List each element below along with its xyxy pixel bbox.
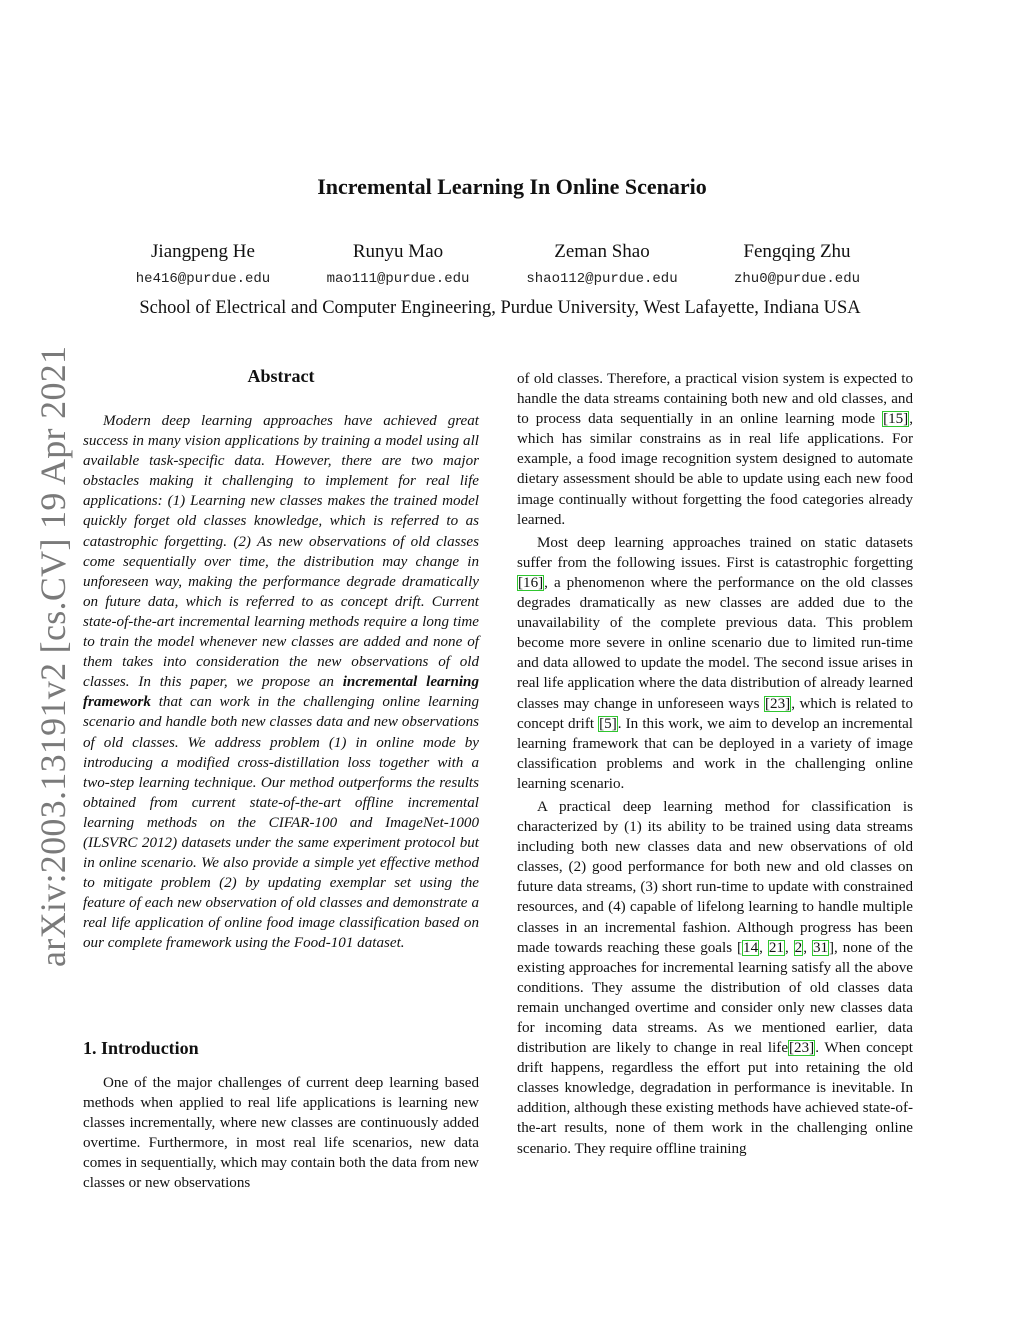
citation-link[interactable]: 21 <box>768 939 784 956</box>
citation-link[interactable]: [15] <box>883 411 909 428</box>
text-run: , <box>759 939 768 956</box>
author-name: Zeman Shao <box>554 241 650 262</box>
citation-link[interactable]: 31 <box>812 939 829 956</box>
text-run: , which has similar constrains as in real life applications. For example, a food image recognition system designed to automate dietary assessment should be able to update using each new food image continually without forgetting the food categories already learned. <box>517 411 913 528</box>
abstract-body <box>83 411 479 954</box>
author-email: zhu0@purdue.edu <box>733 271 861 287</box>
citation-link[interactable]: [16] <box>518 574 544 591</box>
author-name: Fengqing Zhu <box>743 241 851 262</box>
author-block <box>492 240 712 290</box>
text-run: A practical deep learning method for classification is characterized by (1) its ability to be trained using data streams including both new classes data and new observations of old classes, (2) good performance for both new and old classes on future data streams, (3) short run-time to update with constrained resources, and (4) capable of lifelong learning to handle multiple classes in an incremental fashion. Although progress has been made towards reaching these goals [ <box>517 798 913 956</box>
abstract-heading: Abstract <box>247 366 315 386</box>
text-run: , a phenomenon where the performance on the old classes degrades dramatically as new classes are added due to the unavailability of the complete previous data. This problem become more severe in online scenario due to limited run-time and data allowed to update the model. The second issue arises in real life application where the data distribution of already learned classes may change in unforeseen ways <box>517 574 913 712</box>
paragraph <box>517 797 913 1159</box>
citation-link[interactable]: [5] <box>599 715 617 732</box>
author-email: shao112@purdue.edu <box>526 271 678 287</box>
author-name: Jiangpeng He <box>151 241 255 262</box>
citation-link[interactable]: [23] <box>765 695 791 712</box>
text-run: , <box>784 939 794 956</box>
right-column-body <box>517 369 913 1159</box>
section-heading-introduction: 1. Introduction <box>83 1038 199 1058</box>
paragraph <box>517 533 913 794</box>
author-name: Runyu Mao <box>352 241 444 262</box>
text-run: , <box>803 939 812 956</box>
text-run: . In this work, we aim to develop an incremental learning framework that can be deployed in a variety of image classification problems and work in the challenging online learning scenario. <box>517 715 913 792</box>
citation-link[interactable]: 2 <box>794 939 803 956</box>
affiliation: School of Electrical and Computer Engineering, Purdue University, West Lafayette, Indiana USA <box>139 298 861 318</box>
text-run: . When concept drift happens, regardless the effort put into retaining the old classes knowledge, degradation in performance is inevitable. In addition, although these existing methods have achieved state-of-the-art results, none of them work in the challenging online scenario. They require offline training <box>517 1040 913 1157</box>
text-run: , which is related to concept drift <box>517 695 913 732</box>
author-email: he416@purdue.edu <box>135 271 271 287</box>
author-block <box>687 240 907 290</box>
arxiv-identifier: arXiv:2003.13191v2 [cs.CV] 19 Apr 2021 <box>33 345 73 967</box>
author-block <box>288 240 508 290</box>
abstract-text: that can work in the challenging online learning scenario and handle both new classes data and new observations of old classes. We address problem (1) in online mode by introducing a modified cross-distillation loss together with a two-step learning technique. Our method outperforms the results obtained from current state-of-the-art offline incremental learning methods on the CIFAR-100 and ImageNet-1000 (ILSVRC 2012) datasets under the same experiment protocol but in online scenario. We also provide a simple yet effective method to mitigate problem (2) by updating exemplar set using the feature of each new observation of old classes and demonstrate a real life application of online food image classification based on our complete framework using the Food-101 dataset. <box>83 694 479 952</box>
citation-link[interactable]: 14 <box>743 939 759 956</box>
paper-title: Incremental Learning In Online Scenario <box>317 174 707 199</box>
introduction-body <box>83 1073 479 1194</box>
abstract-bold-phrase: incremental learning framework <box>83 674 480 711</box>
abstract-text: Modern deep learning approaches have achieved great success in many vision applications by training a model using all available task-specific data. However, there are two major obstacles making it challenging to implement for real life applications: (1) Learning new classes makes the trained model quickly forget old classes knowledge, which is referred to as catastrophic forgetting. (2) As new observations of old classes come sequentially over time, the distribution may change in unforeseen way, making the performance degrade dramatically on future data, which is referred to as concept drift. Current state-of-the-art incremental learning methods require a long time to train the model whenever new classes are added and none of them takes into consideration the new observations of old classes. In this paper, we propose an <box>83 413 479 691</box>
citation-link[interactable]: [23] <box>789 1040 815 1057</box>
text-run: ], none of the existing approaches for incremental learning satisfy all the above conditions. They assume the distribution of old classes data remain unchanged overtime and consider only new classes data for incoming data streams. As we mentioned earlier, data distribution are likely to change in real life <box>517 939 914 1057</box>
paragraph: One of the major challenges of current deep learning based methods when applied to real life applications is learning new classes incrementally, where new classes are continuously added overtime. Furthermore, in most real life scenarios, new data comes in sequentially, which may contain both the data from new classes or new observations <box>83 1075 479 1192</box>
text-run: Most deep learning approaches trained on static datasets suffer from the following issues. First is catastrophic forgetting <box>517 534 913 571</box>
author-block <box>93 240 313 290</box>
author-email: mao111@purdue.edu <box>326 271 470 287</box>
text-run: of old classes. Therefore, a practical vision system is expected to handle the data streams containing both new and old classes, and to process data sequentially in an online learning mode <box>517 371 913 428</box>
paragraph <box>517 369 913 530</box>
